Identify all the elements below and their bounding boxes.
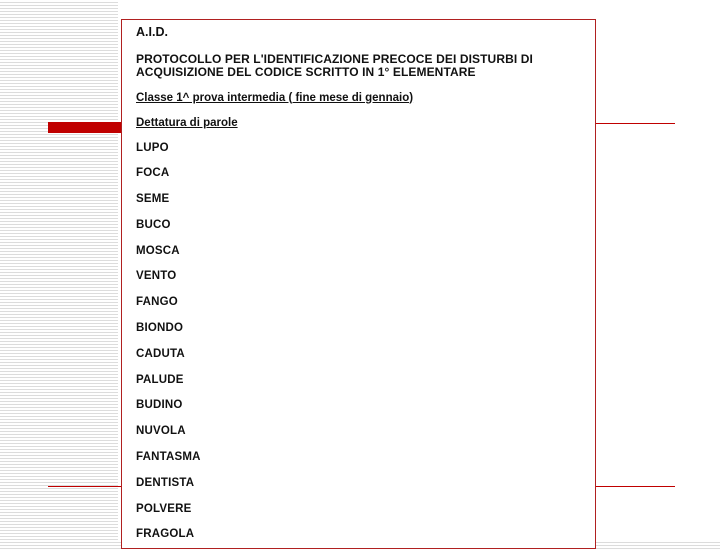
accent-line-bottom-right <box>595 486 675 487</box>
word-item: FRAGOLA <box>136 529 591 549</box>
word-item: FOCA <box>136 168 591 194</box>
accent-bar <box>48 122 126 133</box>
word-item: LUPO <box>136 143 591 169</box>
dictation-heading: Dettatura di parole <box>136 118 591 130</box>
organization-name: A.I.D. <box>136 26 591 39</box>
word-item: PALUDE <box>136 375 591 401</box>
word-item: BIONDO <box>136 323 591 349</box>
word-item: POLVERE <box>136 504 591 530</box>
word-item: FANGO <box>136 297 591 323</box>
protocol-title-line-1: PROTOCOLLO PER L'IDENTIFICAZIONE PRECOCE DEI DISTURBI DI <box>136 53 591 67</box>
word-item: NUVOLA <box>136 426 591 452</box>
class-test-line: Classe 1^ prova intermedia ( fine mese di gennaio) <box>136 93 591 105</box>
accent-line-bottom-left <box>48 486 122 487</box>
word-item: CADUTA <box>136 349 591 375</box>
word-item: SEME <box>136 194 591 220</box>
document-content <box>136 26 591 549</box>
accent-line-top <box>595 123 675 124</box>
word-item: BUDINO <box>136 400 591 426</box>
word-item: BUCO <box>136 220 591 246</box>
word-item: MOSCA <box>136 246 591 272</box>
word-item: DENTISTA <box>136 478 591 504</box>
word-item: FANTASMA <box>136 452 591 478</box>
scanned-document-page <box>121 19 596 549</box>
word-list <box>136 143 591 549</box>
protocol-title <box>136 53 591 80</box>
protocol-title-line-2: ACQUISIZIONE DEL CODICE SCRITTO IN 1° ELEMENTARE <box>136 66 591 80</box>
word-item: VENTO <box>136 271 591 297</box>
